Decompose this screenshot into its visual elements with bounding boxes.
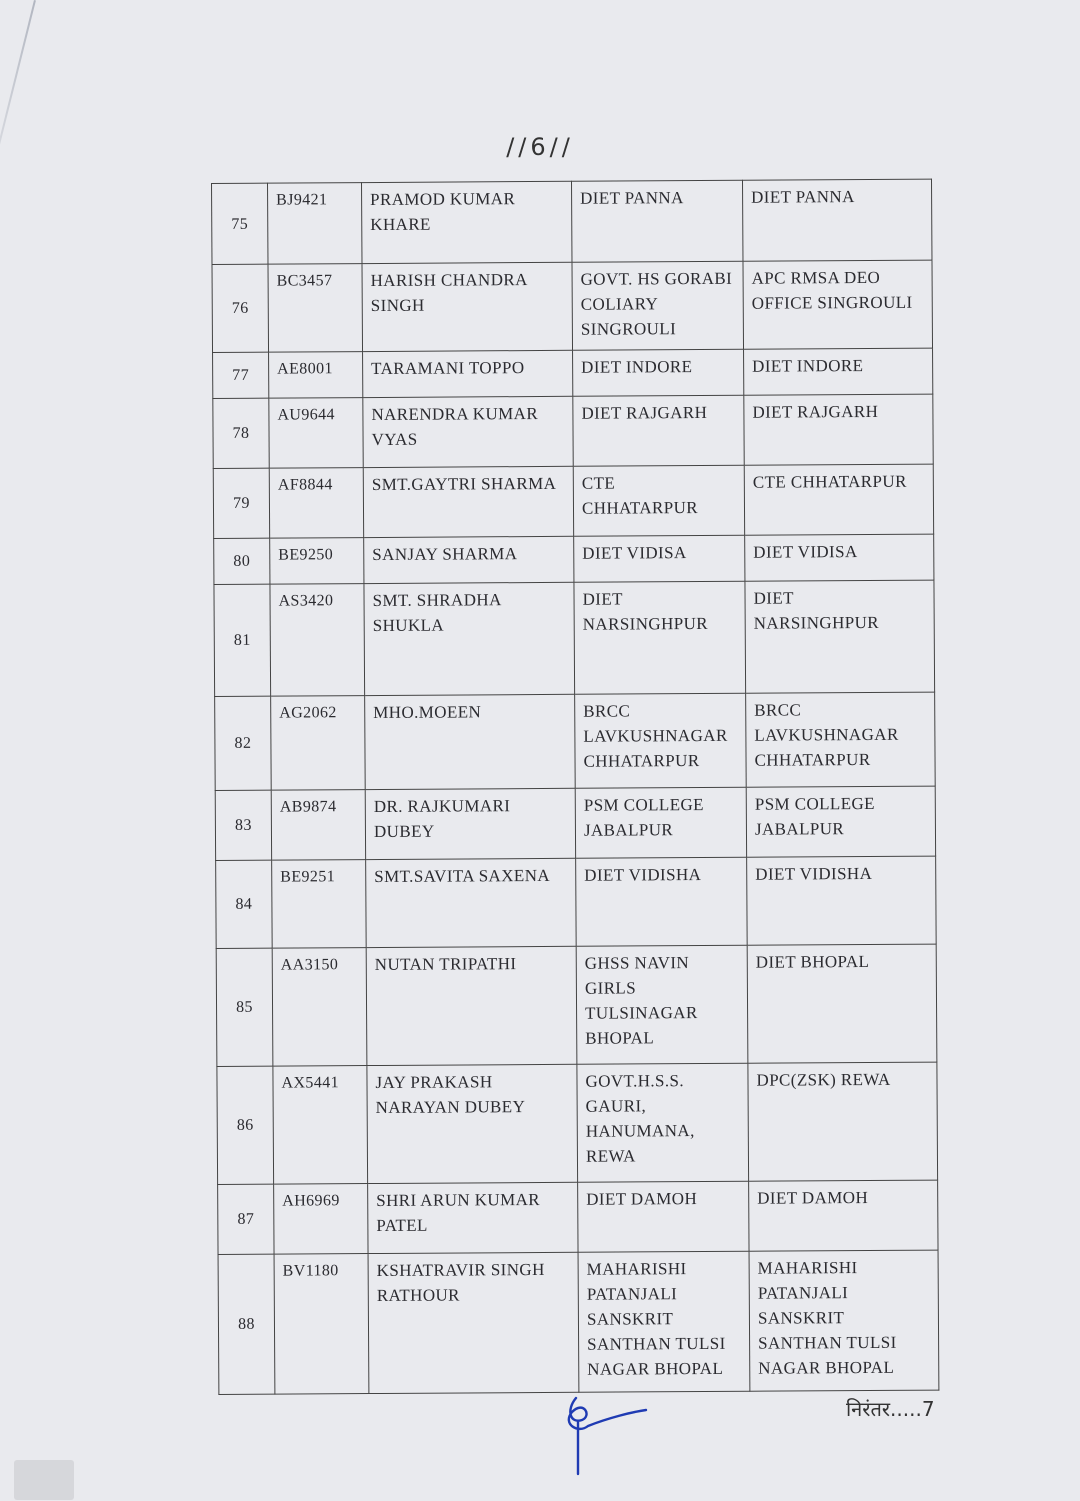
serial-number-cell: 79 <box>213 468 269 538</box>
employee-code-cell: AU9644 <box>269 398 363 469</box>
employee-name-line: PATEL <box>376 1215 428 1236</box>
current-posting-cell <box>573 395 744 466</box>
current-posting-cell <box>576 857 748 946</box>
employee-name-cell <box>362 262 573 351</box>
current-posting-line: MAHARISHI <box>586 1259 687 1279</box>
employee-name-line: NUTAN TRIPATHI <box>374 954 517 975</box>
new-posting-line: BRCC <box>754 700 802 720</box>
current-posting-cell <box>575 787 746 858</box>
employee-code-cell: AS3420 <box>270 584 365 697</box>
employee-name-line: JAY PRAKASH <box>375 1072 493 1093</box>
employee-name-cell <box>363 350 573 397</box>
employee-name-cell <box>362 181 572 263</box>
current-posting-line: GHSS NAVIN <box>584 953 690 973</box>
employee-name-line: MHO.MOEEN <box>373 702 482 723</box>
serial-number-cell: 83 <box>215 790 271 860</box>
employee-name-line: SMT. SHRADHA <box>372 590 502 611</box>
employee-name-line: HARISH CHANDRA <box>370 270 528 291</box>
employee-name-cell <box>364 582 575 695</box>
employee-name-line: DUBEY <box>373 821 435 842</box>
current-posting-cell <box>571 180 742 262</box>
employee-code-cell: BV1180 <box>274 1254 369 1395</box>
employee-name-line: SMT.SAVITA SAXENA <box>374 865 551 887</box>
current-posting-line: TULSINAGAR <box>585 1003 698 1023</box>
current-posting-line: GIRLS <box>584 978 637 998</box>
new-posting-cell <box>745 580 935 693</box>
current-posting-line: BHOPAL <box>585 1028 655 1048</box>
employee-code-cell: AA3150 <box>272 948 367 1067</box>
posting-table <box>211 179 939 1395</box>
table-row <box>218 1180 938 1254</box>
table-row <box>216 944 937 1066</box>
new-posting-line: LAVKUSHNAGAR <box>754 724 899 745</box>
new-posting-line: DIET <box>753 588 794 608</box>
new-posting-line: DPC(ZSK) REWA <box>756 1069 891 1090</box>
employee-name-cell <box>363 396 573 467</box>
new-posting-line: MAHARISHI <box>757 1258 858 1278</box>
employee-name-line: SMT.GAYTRI SHARMA <box>371 473 557 495</box>
employee-name-line: SINGH <box>370 295 425 316</box>
table-row <box>216 856 937 948</box>
new-posting-cell <box>744 394 933 465</box>
table-row <box>215 692 936 790</box>
current-posting-line: DIET INDORE <box>581 357 693 377</box>
employee-name-line: TARAMANI TOPPO <box>371 358 525 379</box>
employee-name-line: SHUKLA <box>372 615 445 636</box>
table-row <box>214 534 934 584</box>
employee-code-cell: BC3457 <box>268 264 363 353</box>
signature <box>548 1390 658 1480</box>
current-posting-cell <box>578 1181 749 1252</box>
current-posting-line: NARSINGHPUR <box>582 613 709 634</box>
page-edge-shadow <box>0 0 36 224</box>
new-posting-cell <box>747 856 937 945</box>
new-posting-line: OFFICE SINGROULI <box>751 292 913 313</box>
roster-table-wrapper <box>211 179 938 1395</box>
employee-name-line: RATHOUR <box>376 1285 460 1306</box>
employee-name-line: SANJAY SHARMA <box>372 544 518 565</box>
employee-name-line: SHRI ARUN KUMAR <box>376 1190 541 1211</box>
current-posting-line: SANSKRIT <box>586 1309 674 1329</box>
current-posting-line: REWA <box>585 1146 636 1166</box>
new-posting-cell <box>743 260 933 349</box>
serial-number-cell: 86 <box>217 1066 274 1184</box>
table-row <box>213 464 933 538</box>
current-posting-cell <box>574 535 745 582</box>
table-row <box>213 394 933 468</box>
new-posting-cell <box>744 348 933 395</box>
table-row <box>217 1062 938 1184</box>
current-posting-line: CTE <box>581 473 616 493</box>
employee-name-cell <box>368 1252 579 1393</box>
new-posting-cell <box>747 944 937 1063</box>
new-posting-cell <box>749 1250 939 1391</box>
new-posting-cell <box>748 1062 938 1181</box>
current-posting-line: GOVT. HS GORABI <box>580 268 733 289</box>
new-posting-line: DIET PANNA <box>751 187 855 207</box>
serial-number-cell: 75 <box>212 183 268 264</box>
serial-number-cell: 77 <box>213 352 269 398</box>
new-posting-line: CHHATARPUR <box>754 749 871 770</box>
current-posting-line: DIET VIDISA <box>582 543 687 563</box>
employee-code-cell: AE8001 <box>269 352 363 399</box>
current-posting-cell <box>573 349 744 396</box>
table-row <box>213 348 933 398</box>
employee-name-line: NARENDRA KUMAR <box>371 404 539 425</box>
employee-code-cell: AB9874 <box>271 790 365 861</box>
current-posting-line: BRCC <box>583 701 631 721</box>
new-posting-line: APC RMSA DEO <box>751 267 881 288</box>
current-posting-line: LAVKUSHNAGAR <box>583 725 728 746</box>
current-posting-line: SINGROULI <box>580 319 677 339</box>
current-posting-line: DIET <box>582 589 623 609</box>
employee-name-cell <box>366 858 577 947</box>
employee-name-line: KSHATRAVIR SINGH <box>376 1259 545 1281</box>
new-posting-line: PATANJALI <box>757 1283 849 1303</box>
current-posting-line: DIET DAMOH <box>586 1189 698 1209</box>
current-posting-cell <box>576 945 748 1064</box>
employee-code-cell: BE9250 <box>270 538 364 585</box>
new-posting-line: DIET VIDISA <box>753 542 858 562</box>
continued-note: निरंतर.....7 <box>846 1397 935 1421</box>
current-posting-line: CHHATARPUR <box>583 751 700 771</box>
employee-code-cell: AF8844 <box>269 468 363 539</box>
employee-name-cell <box>363 466 573 537</box>
table-row <box>218 1250 939 1394</box>
new-posting-line: DIET DAMOH <box>757 1188 869 1208</box>
current-posting-line: DIET PANNA <box>580 188 684 208</box>
serial-number-cell: 85 <box>216 948 273 1066</box>
current-posting-cell <box>578 1251 750 1392</box>
new-posting-line: DIET INDORE <box>752 356 864 376</box>
new-posting-line: PSM COLLEGE <box>754 793 875 814</box>
new-posting-cell <box>745 534 934 581</box>
employee-code-cell: AX5441 <box>273 1066 368 1185</box>
new-posting-line: CTE CHHATARPUR <box>752 471 907 492</box>
employee-name-line: DR. RAJKUMARI <box>373 796 511 817</box>
current-posting-line: CHHATARPUR <box>581 498 699 518</box>
table-row <box>212 179 932 264</box>
employee-code-cell: BE9251 <box>272 860 367 949</box>
employee-name-cell <box>365 788 575 859</box>
serial-number-cell: 82 <box>215 696 272 790</box>
serial-number-cell: 87 <box>218 1184 274 1254</box>
current-posting-line: GAURI, <box>585 1096 647 1116</box>
serial-number-cell: 84 <box>216 860 273 948</box>
employee-name-cell <box>368 1182 578 1253</box>
employee-name-line: PRAMOD KUMAR <box>370 189 516 210</box>
new-posting-line: DIET VIDISHA <box>755 863 873 884</box>
employee-name-cell <box>366 946 577 1065</box>
employee-name-cell <box>365 694 576 789</box>
serial-number-cell: 80 <box>214 538 270 584</box>
new-posting-line: JABALPUR <box>754 819 845 839</box>
current-posting-line: JABALPUR <box>583 820 674 840</box>
table-row <box>215 786 935 860</box>
new-posting-cell <box>746 786 935 857</box>
current-posting-line: HANUMANA, <box>585 1121 695 1141</box>
current-posting-line: NAGAR BHOPAL <box>587 1358 724 1379</box>
new-posting-line: DIET RAJGARH <box>752 401 879 422</box>
current-posting-line: DIET RAJGARH <box>581 402 708 423</box>
new-posting-cell <box>744 464 933 535</box>
employee-code-cell: BJ9421 <box>268 183 362 265</box>
current-posting-line: GOVT.H.S.S. <box>585 1071 685 1091</box>
current-posting-line: PATANJALI <box>586 1284 678 1304</box>
new-posting-cell <box>749 1180 938 1251</box>
current-posting-line: COLIARY <box>580 294 659 314</box>
employee-name-line: NARAYAN DUBEY <box>375 1097 526 1118</box>
employee-code-cell: AG2062 <box>271 696 366 791</box>
serial-number-cell: 81 <box>214 584 271 696</box>
employee-name-line: KHARE <box>370 214 431 235</box>
current-posting-cell <box>573 465 744 536</box>
employee-name-line: VYAS <box>371 429 418 450</box>
current-posting-line: SANTHAN TULSI <box>587 1333 726 1354</box>
employee-code-cell: AH6969 <box>274 1184 368 1255</box>
page-number: //6// <box>506 133 574 161</box>
new-posting-line: NAGAR BHOPAL <box>758 1357 895 1378</box>
current-posting-cell <box>572 261 744 350</box>
current-posting-line: DIET VIDISHA <box>584 865 702 885</box>
table-row <box>212 260 933 352</box>
new-posting-line: DIET BHOPAL <box>755 951 870 972</box>
current-posting-cell <box>577 1063 749 1182</box>
current-posting-line: PSM COLLEGE <box>583 795 704 815</box>
new-posting-cell <box>746 692 936 787</box>
new-posting-line: SANSKRIT <box>757 1308 845 1328</box>
new-posting-cell <box>742 179 931 261</box>
posting-table-body <box>212 179 939 1394</box>
current-posting-cell <box>575 693 747 788</box>
new-posting-line: NARSINGHPUR <box>753 612 880 633</box>
serial-number-cell: 78 <box>213 398 269 468</box>
current-posting-cell <box>574 581 746 694</box>
employee-name-cell <box>367 1064 578 1183</box>
new-posting-line: SANTHAN TULSI <box>758 1332 897 1353</box>
serial-number-cell: 76 <box>212 264 269 352</box>
serial-number-cell: 88 <box>218 1254 275 1394</box>
employee-name-cell <box>364 536 574 583</box>
corner-thumbnail <box>14 1460 74 1500</box>
table-row <box>214 580 935 696</box>
